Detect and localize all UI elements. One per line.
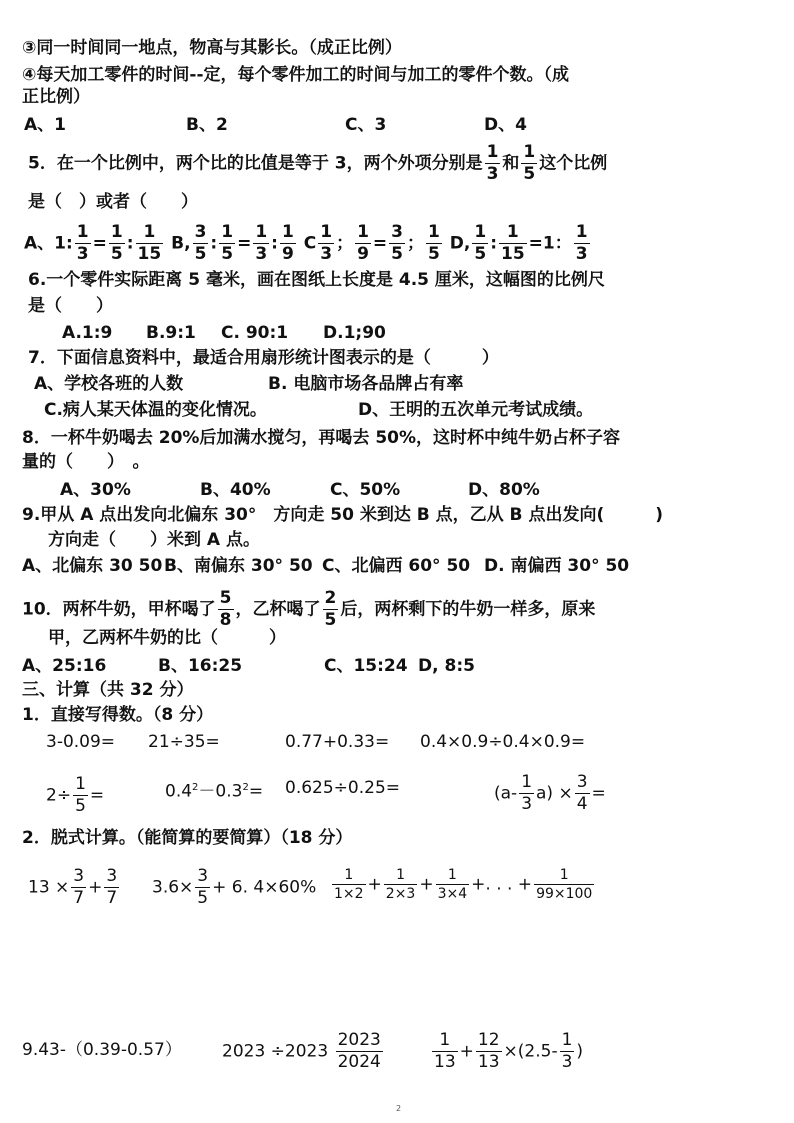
q6-option-d: D.1;90 <box>323 323 386 343</box>
q9-option-d: D. 南偏西 30° 50 <box>484 556 630 576</box>
question-10: 10．两杯牛奶，甲杯喝了 $\frac{5}{8}$ ，乙杯喝了 $\frac{2}{5}$ 后，两杯剩下的牛奶一样多，原来 <box>22 588 596 630</box>
q6-option-a: A.1:9 <box>62 323 113 343</box>
statement-4-cont: 正比例） <box>22 87 90 107</box>
calc-2-item-4: 9.43-（0.39-0.57） <box>22 1040 182 1060</box>
question-8: 8．一杯牛奶喝去 20%后加满水搅匀，再喝去 50%，这时杯中纯牛奶占杯子容 <box>22 428 621 448</box>
question-10-cont: 甲，乙两杯牛奶的比（ ） <box>48 628 286 648</box>
page-number: 2 <box>396 1104 402 1113</box>
question-7: 7．下面信息资料中，最适合用扇形统计图表示的是（ ） <box>28 348 499 368</box>
statement-4: ④每天加工零件的时间--定，每个零件加工的时间与加工的零件个数。（成 <box>22 65 570 85</box>
calc-2-item-5: 2023 ÷2023 $\frac{2023}{2024}$ <box>222 1030 381 1072</box>
q10-option-d: D, 8:5 <box>418 656 475 676</box>
question-9: 9.甲从 A 点出发向北偏东 30° 方向走 50 米到达 B 点，乙从 B 点出发向( ) <box>22 505 663 525</box>
calc-2-item-1: 13 × $\frac{3}{7}$ + $\frac{3}{7}$ <box>28 866 118 908</box>
calc-2-item-6: $\frac{1}{13}$ + $\frac{12}{13}$ ×(2.5- $\frac{1}{3}$ ) <box>434 1030 584 1072</box>
calc-1-title: 1．直接写得数。（8 分） <box>22 705 214 725</box>
q10-option-b: B、16:25 <box>158 656 243 676</box>
question-5-options: A、1: $\frac{1}{3}$ = $\frac{1}{5}$ : $\frac{1}{15}$ B, $\frac{3}{5}$ : $\frac{1}{5}$ = $\frac{1}{3}$ : $\frac{1}{9}$ C $\frac{1}{3}$ ； $\frac{1}{9}$ = $\frac{3}{5}$ ； $\frac{1}{5}$ D, $\frac{1}{5}$ : $\frac{1}{15}$ =1： $\frac{1}{3}$ <box>24 222 588 264</box>
section-3-title: 三、计算（共 32 分） <box>22 680 194 700</box>
calc-1-item-6: $0.4^2-0.3^2=$ <box>165 781 264 802</box>
q9-option-c: C、北偏西 60° 50 <box>322 556 471 576</box>
calc-1-item-7: 0.625÷0.25= <box>285 778 401 798</box>
q6-option-c: C. 90:1 <box>221 323 289 343</box>
q8-option-b: B、40% <box>200 480 271 500</box>
q9-option-a: A、北偏东 30 50 <box>22 556 163 576</box>
q7-option-c: C.病人某天体温的变化情况。 <box>44 400 267 420</box>
q8-option-c: C、50% <box>330 480 401 500</box>
q4-option-d: D、4 <box>484 115 527 135</box>
question-9-cont: 方向走（ ）米到 A 点。 <box>48 530 260 550</box>
calc-2-title: 2．脱式计算。（能简算的要简算）（18 分） <box>22 828 353 848</box>
calc-2-item-3: $\frac{1}{1\times 2}$ + $\frac{1}{2\times 3}$ + $\frac{1}{3\times 4}$ +. . . + $\frac{1}{99\times 100}$ <box>334 867 593 902</box>
q10-option-a: A、25:16 <box>22 656 107 676</box>
calc-1-item-5: 2÷ $\frac{1}{5}$ = <box>46 774 105 816</box>
calc-1-item-1: 3-0.09= <box>46 732 116 752</box>
q8-option-d: D、80% <box>468 480 540 500</box>
question-8-blank: 量的（ ） 。 <box>22 452 150 472</box>
question-6-blank: 是（ ） <box>28 296 113 316</box>
q8-option-a: A、30% <box>60 480 131 500</box>
calc-1-item-8: (a- $\frac{1}{3}$ a) × $\frac{3}{4}$ = <box>494 772 606 814</box>
question-6: 6.一个零件实际距离 5 毫米，画在图纸上长度是 4.5 厘米，这幅图的比例尺 <box>28 270 605 290</box>
statement-3: ③同一时间同一地点，物高与其影长。（成正比例） <box>22 38 402 58</box>
q7-option-a: A、学校各班的人数 <box>34 374 184 394</box>
calc-2-item-2: 3.6× $\frac{3}{5}$ + 6. 4×60% <box>152 866 317 908</box>
q4-option-b: B、2 <box>186 115 228 135</box>
q9-option-b: B、南偏东 30° 50 <box>164 556 313 576</box>
calc-1-item-3: 0.77+0.33= <box>285 732 390 752</box>
question-5-blank: 是（ ）或者（ ） <box>28 192 198 212</box>
q10-option-c: C、15:24 <box>324 656 408 676</box>
calc-1-item-4: 0.4×0.9÷0.4×0.9= <box>420 732 586 752</box>
q7-option-b: B. 电脑市场各品牌占有率 <box>268 374 464 394</box>
question-5: 5．在一个比例中，两个比的比值是等于 3，两个外项分别是 $\frac{1}{3}$ 和 $\frac{1}{5}$ 这个比例 <box>28 142 608 184</box>
calc-1-item-2: 21÷35= <box>148 732 220 752</box>
q4-option-a: A、1 <box>24 115 66 135</box>
q4-option-c: C、3 <box>345 115 387 135</box>
q7-option-d: D、王明的五次单元考试成绩。 <box>358 400 594 420</box>
q6-option-b: B.9:1 <box>146 323 196 343</box>
